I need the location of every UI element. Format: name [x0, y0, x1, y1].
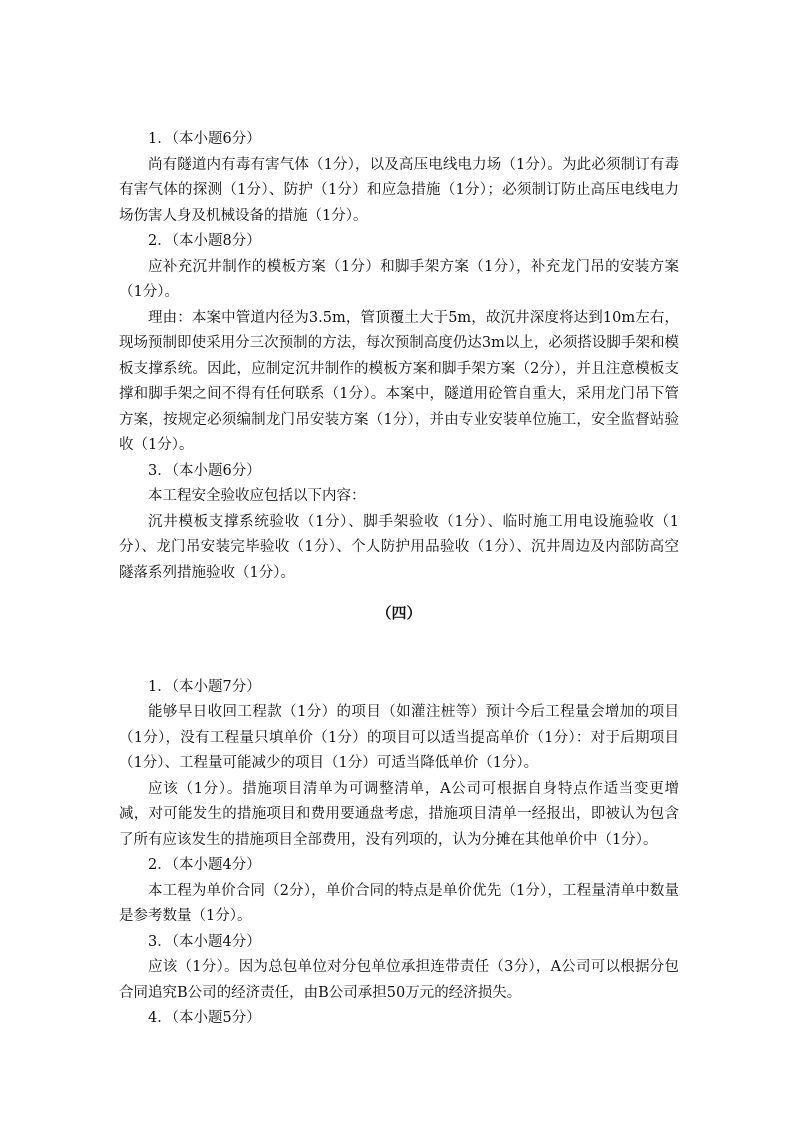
answer-1-paragraph: 能够早日收回工程款（1分）的项目（如灌注桩等）预计今后工程量会增加的项目（1分），没有工程量只填单价（1分）的项目可以适当提高单价（1分）：对于后期项目（1分）、工程量可能减少的项目（1分）可适当降低单价（1分）。 [119, 704, 679, 771]
question-2-header: 2．（本小题4分） [148, 857, 261, 873]
answer-1-paragraph: 尚有隧道内有毒有害气体（1分），以及高压电线电力场（1分）。为此必须制订有毒有害气体的探测（1分）、防护（1分）和应急措施（1分）；必须制订防止高压电线电力场伤害人身及机械设备的措施（1分）。 [119, 156, 679, 224]
answer-3-intro: 本工程安全验收应包括以下内容： [148, 488, 366, 504]
section-4-answers [119, 675, 679, 1032]
question-2-header: 2．（本小题8分） [148, 233, 261, 249]
answer-2-paragraph: 应补充沉井制作的模板方案（1分）和脚手架方案（1分），补充龙门吊的安装方案（1分）。 [119, 258, 679, 300]
section-3-answers [119, 127, 679, 586]
question-1-header: 1．（本小题7分） [148, 678, 261, 695]
question-4-header: 4．（本小题5分） [148, 1010, 261, 1026]
answer-1-second-paragraph: 应该（1分）。措施项目清单为可调整清单，A公司可根据自身特点作适当变更增减，对可能发生的措施项目和费用要通盘考虑，措施项目清单一经报出，即被认为包含了所有应该发生的措施项目全部费用，没有列项的，认为分摊在其他单价中（1分）。 [119, 780, 679, 848]
document-body [119, 127, 679, 1032]
section-4-heading: （四） [376, 604, 422, 622]
question-3-header: 3．（本小题4分） [148, 933, 261, 950]
answer-3-paragraph: 应该（1分）。因为总包单位对分包单位承担连带责任（3分），A公司可以根据分包合同追究B公司的经济责任，由B公司承担50万元的经济损失。 [119, 959, 679, 1001]
answer-2-paragraph: 本工程为单价合同（2分），单价合同的特点是单价优先（1分），工程量清单中数量是参考数量（1分）。 [119, 882, 679, 924]
answer-2-reason-paragraph: 理由：本案中管道内径为3.5m，管顶覆土大于5m，故沉井深度将达到10m左右，现场预制即使采用分三次预制的方法，每次预制高度仍达3m以上，必须搭设脚手架和模板支撑系统。因此，应制定沉井制作的模板方案和脚手架方案（2分），并且注意模板支撑和脚手架之间不得有任何联系（1分）。本案中，隧道用砼管自重大，采用龙门吊下管方案，按规定必须编制龙门吊安装方案（1分），并由专业安装单位施工，安全监督站验收（1分）。 [119, 309, 679, 453]
answer-3-list-paragraph: 沉井模板支撑系统验收（1分）、脚手架验收（1分）、临时施工用电设施验收（1分）、龙门吊安装完毕验收（1分）、个人防护用品验收（1分）、沉井周边及内部防高空隧落系列措施验收（1分）。 [119, 513, 679, 581]
question-3-header: 3．（本小题6分） [148, 462, 261, 479]
question-1-header: 1．（本小题6分） [148, 131, 261, 147]
